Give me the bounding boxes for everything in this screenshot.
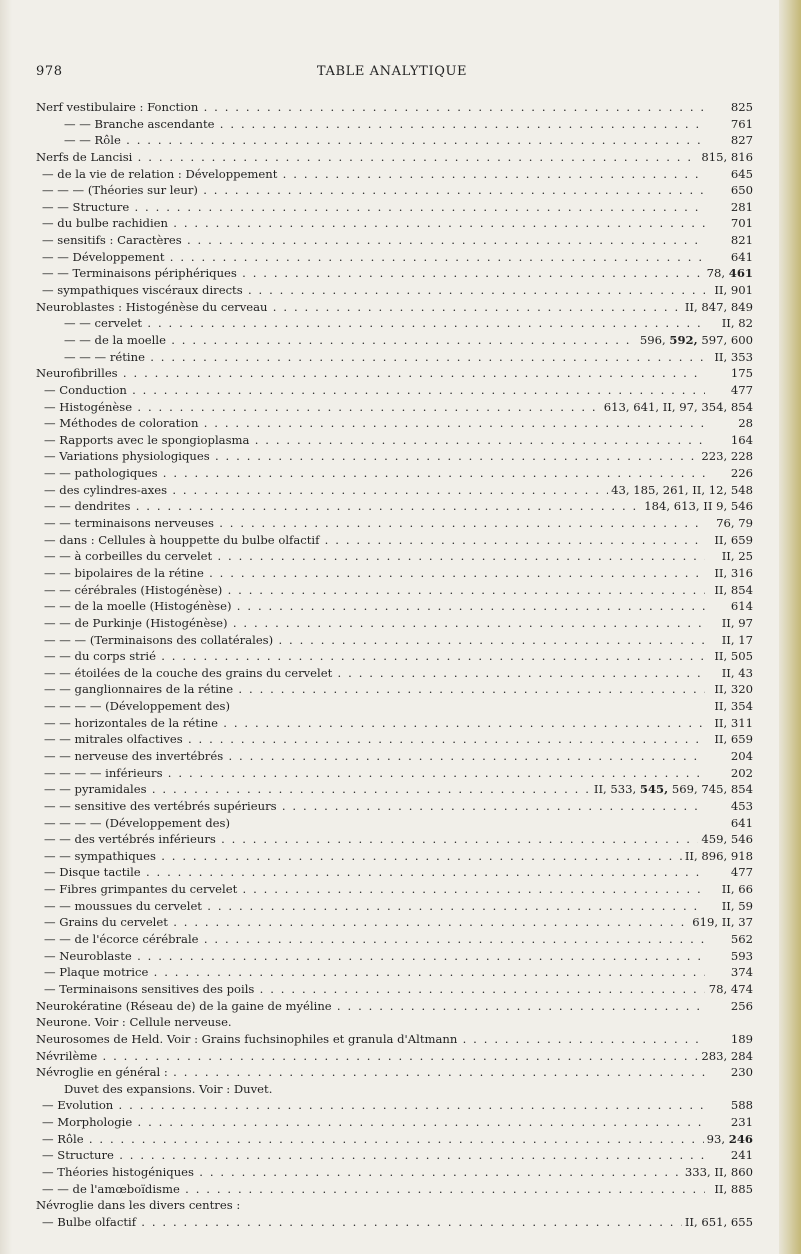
entry-pages: [728, 249, 753, 266]
entry-text: Neurokératine (Réseau de) de la gaine de myéline . . .: [36, 998, 705, 1015]
entry-pages: [728, 382, 753, 399]
page-ref: II, 25: [721, 549, 753, 564]
entry-pages: [591, 781, 753, 798]
index-entry: [0, 249, 801, 266]
index-entry: [0, 498, 801, 515]
entry-text: — Fibres grimpantes du cervelet . . .: [44, 881, 705, 898]
index-entry: [0, 1031, 801, 1048]
entry-text: — sympathiques viscéraux directs . . .: [42, 282, 705, 299]
page-ref: II, 97: [721, 615, 753, 630]
entry-pages: [637, 332, 753, 349]
entry-text: Nerf vestibulaire : Fonction . . .: [36, 99, 705, 116]
entry-text: — — — (Théories sur leur) . . .: [42, 182, 705, 199]
entry-pages: [698, 149, 753, 166]
entry-pages: [711, 1181, 753, 1198]
page-ref: 256: [730, 998, 753, 1013]
index-entry: [0, 199, 801, 216]
entry-pages: [728, 465, 753, 482]
entry-pages: [728, 1064, 753, 1081]
index-entry: [0, 215, 801, 232]
entry-pages: [728, 365, 753, 382]
page-ref: 477: [730, 865, 753, 880]
entry-text: — Structure . . .: [42, 1147, 705, 1164]
page-ref: II, 901: [714, 283, 753, 298]
page-ref: 650: [730, 183, 753, 198]
page-ref: 619, II, 37: [692, 915, 753, 930]
index-entry: [0, 1164, 801, 1181]
entry-text: — — nerveuse des invertébrés . . .: [44, 748, 705, 765]
entry-pages: [698, 831, 753, 848]
index-entry: [0, 399, 801, 416]
index-entry: [0, 365, 801, 382]
index-entry: [0, 998, 801, 1015]
page-ref: 761: [730, 116, 753, 131]
index-entry: [0, 548, 801, 565]
entry-text: — Disque tactile . . .: [44, 864, 705, 881]
entry-pages: [711, 349, 753, 366]
index-entry: [0, 315, 801, 332]
page-ref: 562: [730, 932, 753, 947]
page-ref: 76, 79: [716, 516, 753, 531]
entry-text: — de la vie de relation : Développement . . .: [42, 166, 705, 183]
page-ref-tail: 569, 745, 854: [671, 782, 753, 797]
page-ref: 241: [730, 1148, 753, 1163]
index-entry: [0, 1131, 801, 1148]
entry-pages: [728, 1097, 753, 1114]
entry-text: — — étoilées de la couche des grains du cervelet . . .: [44, 665, 705, 682]
entry-text: — Histogénèse . . .: [44, 399, 705, 416]
entry-text: — — des vertébrés inférieurs . . .: [44, 831, 705, 848]
page-ref: 641: [730, 815, 753, 830]
page-ref: 204: [730, 748, 753, 763]
index-entry: [0, 582, 801, 599]
entry-text: — — cervelet . . .: [64, 315, 705, 332]
page-ref: II, 320: [714, 682, 753, 697]
entry-pages: [719, 881, 753, 898]
index-entry: [0, 382, 801, 399]
page-ref: 175: [730, 366, 753, 381]
entry-text: — — — — inférieurs . . .: [44, 765, 705, 782]
page-ref: 701: [730, 216, 753, 231]
entry-pages: [728, 748, 753, 765]
entry-text: Neurosomes de Held. Voir : Grains fuchsinophiles et granula d'Altmann . . .: [36, 1031, 705, 1048]
page-ref: 453: [730, 798, 753, 813]
index-entry: [0, 748, 801, 765]
entry-pages: [728, 1147, 753, 1164]
entry-pages: [719, 548, 753, 565]
entry-pages: [728, 199, 753, 216]
index-entry: [0, 182, 801, 199]
page-ref: II, 316: [714, 565, 753, 580]
entry-pages: [719, 315, 753, 332]
index-entry: [0, 831, 801, 848]
entry-text: Duvet des expansions. Voir : Duvet.: [64, 1081, 273, 1096]
index-entry: [0, 1181, 801, 1198]
index-entry: [0, 349, 801, 366]
page-ref: 28: [738, 416, 753, 431]
entry-pages: [682, 1164, 753, 1181]
page-ref: II, 505: [714, 649, 753, 664]
index-entry: [0, 1014, 801, 1031]
entry-pages: [689, 914, 753, 931]
entry-pages: [728, 99, 753, 116]
entry-pages: [711, 731, 753, 748]
page-ref: II, 354: [714, 699, 753, 714]
entry-text: — Plaque motrice . . .: [44, 964, 705, 981]
entry-pages: [711, 715, 753, 732]
entry-text: — Conduction . . .: [44, 382, 705, 399]
entry-pages: [728, 182, 753, 199]
entry-pages: [704, 1131, 753, 1148]
page-ref: 43, 185, 261, II, 12, 548: [611, 482, 753, 497]
page-ref: II, 17: [721, 632, 753, 647]
page-ref: 93,: [706, 1131, 726, 1146]
index-entry: [0, 598, 801, 615]
page-ref: II, 66: [721, 882, 753, 897]
page-ref: 593: [730, 948, 753, 963]
entry-pages: [719, 632, 753, 649]
page-ref: 374: [730, 965, 753, 980]
page-ref: II, 854: [714, 582, 753, 597]
page-ref: II, 659: [714, 532, 753, 547]
page-ref: 223, 228: [701, 449, 753, 464]
entry-text: — Rapports avec le spongioplasma . . .: [44, 432, 705, 449]
entry-text: — — de Purkinje (Histogénèse) . . .: [44, 615, 705, 632]
page-ref: II, 885: [714, 1181, 753, 1196]
index-entry: [0, 648, 801, 665]
entry-pages: [728, 598, 753, 615]
page-ref: 596,: [639, 332, 666, 347]
index-entry: [0, 232, 801, 249]
entry-text: — Terminaisons sensitives des poils . . .: [44, 981, 705, 998]
entry-text: — — mitrales olfactives . . .: [44, 731, 705, 748]
index-entry: [0, 515, 801, 532]
entry-pages: [728, 998, 753, 1015]
entry-pages: [711, 282, 753, 299]
entry-text: — — du corps strié . . .: [44, 648, 705, 665]
entry-text: — Bulbe olfactif . . .: [42, 1214, 705, 1231]
index-entry: [0, 815, 801, 832]
entry-text: — — — — (Développement des): [44, 815, 231, 830]
index-entry: [0, 482, 801, 499]
entry-text: — — sensitive des vertébrés supérieurs . . .: [44, 798, 705, 815]
page-ref: 333, II, 860: [684, 1165, 753, 1179]
index-entry: [0, 914, 801, 931]
index-entry: [0, 448, 801, 465]
page-ref: 283, 284: [701, 1048, 753, 1063]
entry-pages: [728, 864, 753, 881]
index-entry: [0, 532, 801, 549]
index-entry: [0, 282, 801, 299]
entry-text: — — de l'amœboïdisme . . .: [42, 1181, 705, 1198]
page-ref: 78, 474: [708, 981, 753, 996]
entry-pages: [728, 1031, 753, 1048]
entry-pages: [608, 482, 753, 499]
index-entry: [0, 1081, 801, 1098]
entry-pages: [728, 432, 753, 449]
entry-pages: [735, 415, 753, 432]
index-entry: [0, 1048, 801, 1065]
index-entry: [0, 465, 801, 482]
entry-text: — sensitifs : Caractères . . .: [42, 232, 705, 249]
entry-text: — du bulbe rachidien . . .: [42, 215, 705, 232]
page-ref: 477: [730, 382, 753, 397]
index-entry: [0, 1214, 801, 1231]
entry-text: — — terminaisons nerveuses . . .: [44, 515, 705, 532]
entry-pages: [682, 848, 753, 865]
page-ref: 459, 546: [701, 832, 753, 847]
entry-pages: [704, 265, 753, 282]
page-ref: 815, 816: [701, 149, 753, 164]
entry-text: — — pathologiques . . .: [44, 465, 705, 482]
entry-text: — Grains du cervelet . . .: [44, 914, 705, 931]
index-entry: [0, 881, 801, 898]
index-entry: [0, 715, 801, 732]
entry-pages: [728, 964, 753, 981]
entry-text: — Neuroblaste . . .: [44, 948, 705, 965]
page-ref: 184, 613, II 9, 546: [644, 499, 753, 514]
entry-pages: [728, 1114, 753, 1131]
page-number: 978: [36, 64, 63, 79]
index-entry: [0, 1097, 801, 1114]
entry-pages: [711, 532, 753, 549]
entry-pages: [713, 515, 753, 532]
entry-text: — — horizontales de la rétine . . .: [44, 715, 705, 732]
entry-text: — — — (Terminaisons des collatérales) . . .: [44, 632, 705, 649]
entry-pages: [682, 299, 753, 316]
index-entry: [0, 1147, 801, 1164]
entry-pages: [728, 765, 753, 782]
page-ref: 226: [730, 466, 753, 481]
index-entry: [0, 848, 801, 865]
index-entry: [0, 1197, 801, 1214]
index-entry: [0, 265, 801, 282]
entry-text: — dans : Cellules à houppette du bulbe olfactif . . .: [44, 532, 705, 549]
entry-text: Névroglie dans les divers centres :: [36, 1198, 241, 1213]
entry-pages: [641, 498, 753, 515]
page-ref: 78,: [706, 266, 726, 281]
entry-text: Névrilème . . .: [36, 1048, 705, 1065]
index-entry: [0, 698, 801, 715]
entry-text: — — Structure . . .: [42, 199, 705, 216]
entry-pages: [706, 981, 753, 998]
page-ref: 588: [730, 1098, 753, 1113]
entry-text: — — à corbeilles du cervelet . . .: [44, 548, 705, 565]
index-entry: [0, 432, 801, 449]
index-entry: [0, 116, 801, 133]
index-entry: [0, 781, 801, 798]
entry-text: — — — rétine . . .: [64, 349, 705, 366]
index-entry: [0, 132, 801, 149]
page-ref-bold: 461: [728, 266, 753, 281]
entry-pages: [728, 116, 753, 133]
index-entry: [0, 99, 801, 116]
page-ref: 230: [730, 1065, 753, 1080]
page-ref: II, 651, 655: [684, 1214, 753, 1229]
entry-text: Neuroblastes : Histogénèse du cerveau . . .: [36, 299, 705, 316]
index-entry: [0, 332, 801, 349]
entry-text: Nerfs de Lancisi . . .: [36, 149, 705, 166]
page-ref: II, 59: [721, 898, 753, 913]
entry-pages: [728, 948, 753, 965]
entry-text: — — — — (Développement des): [44, 699, 231, 714]
entry-pages: [711, 681, 753, 698]
page-ref: II, 353: [714, 349, 753, 364]
entry-text: — — Développement . . .: [42, 249, 705, 266]
index-entry: [0, 1114, 801, 1131]
index-entry: [0, 898, 801, 915]
entry-text: — — moussues du cervelet . . .: [44, 898, 705, 915]
entry-text: — Morphologie . . .: [42, 1114, 705, 1131]
entry-pages: [711, 648, 753, 665]
entry-text: Neurofibrilles . . .: [36, 365, 705, 382]
page-ref: II, 82: [721, 316, 753, 331]
page-ref: II, 896, 918: [684, 848, 753, 863]
entry-pages: [728, 132, 753, 149]
page-ref: II, 533,: [593, 782, 637, 797]
entry-pages: [711, 698, 753, 715]
entry-text: — — de la moelle . . .: [64, 332, 705, 349]
index-entry: [0, 565, 801, 582]
entry-text: Névroglie en général : . . .: [36, 1064, 705, 1081]
entry-text: — — de la moelle (Histogénèse) . . .: [44, 598, 705, 615]
page-ref: 202: [730, 765, 753, 780]
entry-text: — — de l'écorce cérébrale . . .: [44, 931, 705, 948]
entry-text: — des cylindres-axes . . .: [44, 482, 705, 499]
entry-pages: [728, 232, 753, 249]
page-ref-bold: 592,: [669, 332, 698, 347]
page-header: [36, 64, 748, 88]
entry-pages: [711, 565, 753, 582]
page-ref-tail: 597, 600: [701, 332, 753, 347]
entry-text: — Rôle . . .: [42, 1131, 705, 1148]
index-entry: [0, 931, 801, 948]
entry-pages: [728, 931, 753, 948]
page-ref: 614: [730, 599, 753, 614]
index-entry: [0, 299, 801, 316]
index-entry: [0, 1064, 801, 1081]
page-title: TABLE ANALYTIQUE: [316, 64, 468, 79]
entry-text: — Théories histogéniques . . .: [42, 1164, 705, 1181]
entry-pages: [698, 1048, 753, 1065]
entry-pages: [719, 898, 753, 915]
page-ref: 825: [730, 100, 753, 114]
entry-pages: [682, 1214, 753, 1231]
index-entry: [0, 166, 801, 183]
entry-text: — — Branche ascendante . . .: [64, 116, 705, 133]
page-ref: II, 311: [714, 715, 753, 730]
page-ref: II, 847, 849: [684, 299, 753, 314]
entry-pages: [728, 166, 753, 183]
page-ref: 231: [730, 1115, 753, 1130]
entry-pages: [728, 798, 753, 815]
entry-pages: [719, 615, 753, 632]
entry-text: — — sympathiques . . .: [44, 848, 705, 865]
index-entry: [0, 681, 801, 698]
entry-text: — Evolution . . .: [42, 1097, 705, 1114]
index-entry: [0, 615, 801, 632]
page-ref: 821: [730, 233, 753, 248]
entry-pages: [698, 448, 753, 465]
entry-text: — — cérébrales (Histogénèse) . . .: [44, 582, 705, 599]
entry-text: — — Terminaisons périphériques . . .: [42, 265, 705, 282]
page-ref: 164: [730, 432, 753, 447]
entry-text: — — bipolaires de la rétine . . .: [44, 565, 705, 582]
page-ref: II, 43: [721, 665, 753, 680]
entry-text: — — Rôle . . .: [64, 132, 705, 149]
entry-text: — — ganglionnaires de la rétine . . .: [44, 681, 705, 698]
page-ref: 281: [730, 199, 753, 214]
page-ref: 189: [730, 1031, 753, 1046]
entry-text: Neurone. Voir : Cellule nerveuse.: [36, 1015, 232, 1030]
entry-text: — — pyramidales . . .: [44, 781, 705, 798]
entry-pages: [719, 665, 753, 682]
index-entry: [0, 632, 801, 649]
index-entry: [0, 149, 801, 166]
entry-text: — Méthodes de coloration . . .: [44, 415, 705, 432]
page-ref: II, 659: [714, 732, 753, 747]
entry-text: — Variations physiologiques . . .: [44, 448, 705, 465]
page-ref: 641: [730, 249, 753, 264]
index-entries: [0, 99, 801, 1231]
index-entry: [0, 665, 801, 682]
entry-pages: [728, 215, 753, 232]
index-entry: [0, 964, 801, 981]
index-entry: [0, 798, 801, 815]
index-entry: [0, 981, 801, 998]
entry-pages: [711, 582, 753, 599]
entry-pages: [728, 815, 753, 832]
page-ref-bold: 545,: [639, 782, 669, 797]
index-entry: [0, 948, 801, 965]
index-entry: [0, 731, 801, 748]
index-entry: [0, 765, 801, 782]
index-entry: [0, 415, 801, 432]
page-ref: 613, 641, II, 97, 354, 854: [603, 399, 753, 414]
index-entry: [0, 864, 801, 881]
page-ref-bold: 246: [728, 1131, 753, 1146]
entry-pages: [601, 399, 753, 416]
entry-text: — — dendrites . . .: [44, 498, 705, 515]
page-ref: 827: [730, 133, 753, 148]
page-ref: 645: [730, 166, 753, 181]
